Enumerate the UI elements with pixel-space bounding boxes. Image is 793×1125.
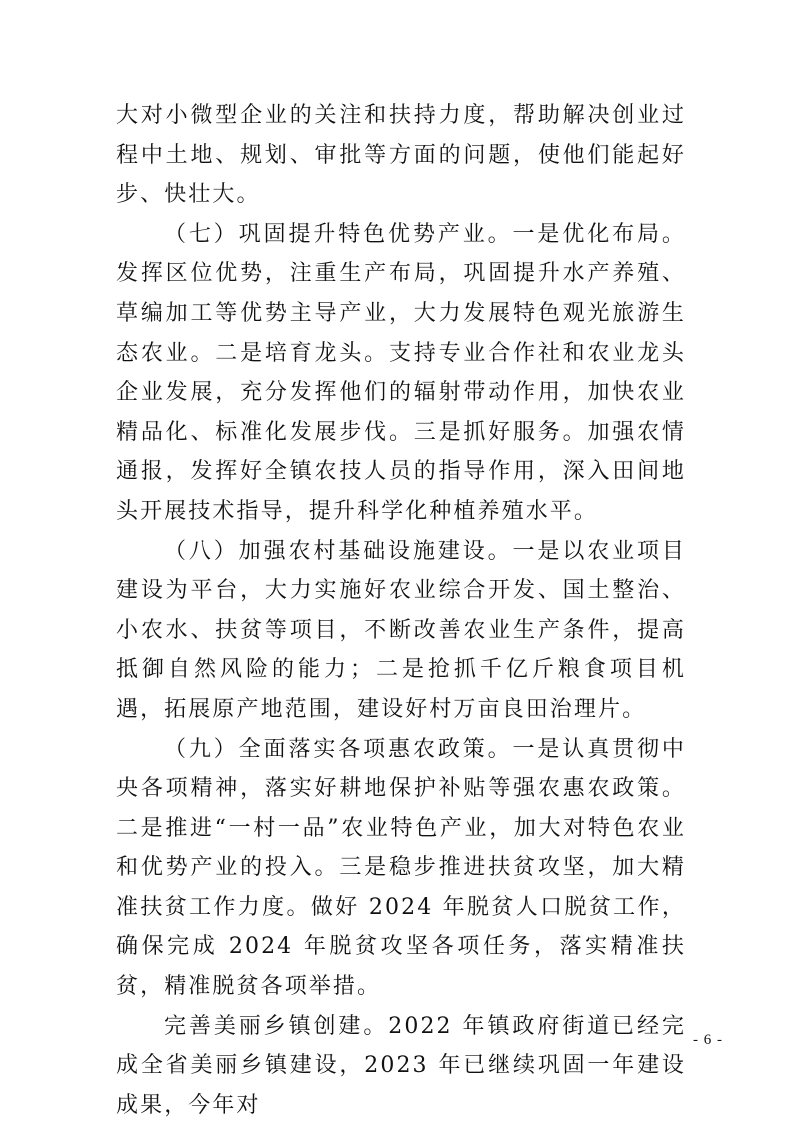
paragraph-item-7: （七）巩固提升特色优势产业。一是优化布局。发挥区位优势，注重生产布局，巩固提升水产养殖、草编加工等优势主导产业，大力发展特色观光旅游生态农业。二是培育龙头。支持专业合作社和农业龙头企业发展，充分发挥他们的辐射带动作用，加快农业精品化、标准化发展步伐。三是抓好服务。加强农情通报，发挥好全镇农技人员的指导作用，深入田间地头开展技术指导，提升科学化种植养殖水平。 (116, 221, 686, 524)
paragraph-item-9: （九）全面落实各项惠农政策。一是认真贯彻中央各项精神，落实好耕地保护补贴等强农惠农政策。二是推进“一村一品”农业特色产业，加大对特色农业和优势产业的投入。三是稳步推进扶贫攻坚，加大精准扶贫工作力度。做好 2024 年脱贫人口脱贫工作，确保完成 2024 年脱贫攻坚各项任务，落实精准扶贫，精准脱贫各项举措。 (116, 736, 686, 1000)
paragraph-item-8: （八）加强农村基础设施建设。一是以农业项目建设为平台，大力实施好农业综合开发、国土整治、小农水、扶贫等项目，不断改善农业生产条件，提高抵御自然风险的能力；二是抢抓千亿斤粮食项目机遇，拓展原产地范围，建设好村万亩良田治理片。 (116, 538, 686, 722)
page-number: - 6 - (693, 1032, 723, 1048)
paragraph-beautiful-town: 完善美丽乡镇创建。2022 年镇政府街道已经完成全省美丽乡镇建设，2023 年已继续巩固一年建设成果，今年对 (116, 1013, 686, 1118)
paragraph-continuation: 大对小微型企业的关注和扶持力度，帮助解决创业过程中土地、规划、审批等方面的问题，使他们能起好步、快壮大。 (116, 103, 686, 208)
document-body (116, 96, 686, 1125)
